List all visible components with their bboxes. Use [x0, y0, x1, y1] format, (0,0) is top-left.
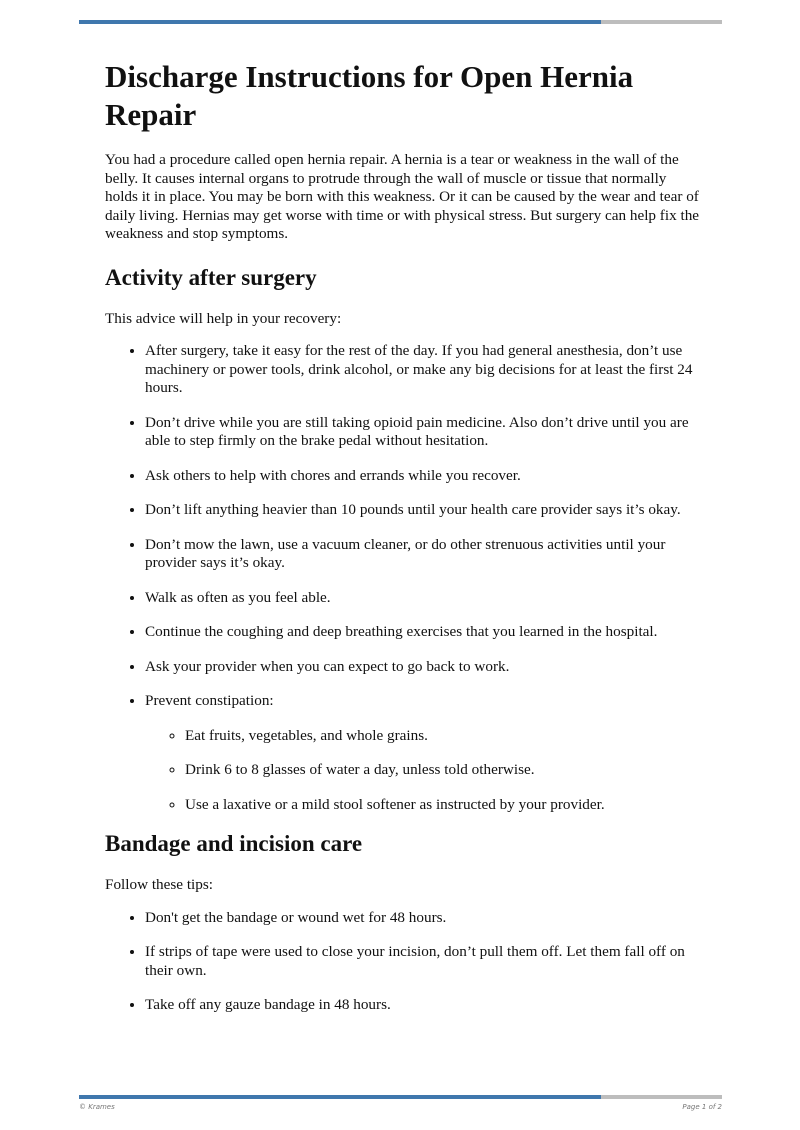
list-item: • If strips of tape were used to close your incision, don’t pull them off. Let them fall off on their own. — [145, 943, 700, 980]
list-item: • Ask your provider when you can expect to go back to work. — [145, 658, 700, 677]
header-rule-accent — [79, 20, 601, 24]
section-lead: Follow these tips: — [105, 876, 214, 893]
section-heading: Bandage and incision care — [105, 831, 363, 856]
sublist-item: ◦ Use a laxative or a mild stool softener as instructed by your provider. — [185, 796, 700, 815]
page-number: Page 1 of 2 — [682, 1103, 722, 1111]
footer-rule-accent — [79, 1095, 601, 1099]
copyright-text: © Krames — [79, 1103, 115, 1111]
section-lead: This advice will help in your recovery: — [105, 309, 342, 327]
intro-paragraph: You had a procedure called open hernia repair. A hernia is a tear or weakness in the wall of the belly. It causes internal organs to protrude through the wall of muscle or tissue that normally holds it in place. You may be born with this weakness. Or it can be caused by the wear and tear of daily living. Hernias may get worse with time or with physical stress. But surgery can help fix the weakness and stop symptoms. — [105, 151, 700, 242]
constipation-sublist — [145, 727, 700, 815]
document-body — [105, 58, 700, 1031]
header-rule — [79, 20, 722, 24]
list-item-constipation — [145, 692, 700, 814]
list-item: • Don’t mow the lawn, use a vacuum cleaner, or do other strenuous activities until your provider says it’s okay. — [145, 536, 700, 573]
section-heading: Activity after surgery — [105, 264, 317, 290]
footer-rule — [79, 1095, 722, 1099]
document-title: Discharge Instructions for Open Hernia Repair — [105, 59, 634, 132]
list-item: • Take off any gauze bandage in 48 hours. — [145, 996, 700, 1015]
list-item: • Don't get the bandage or wound wet for 48 hours. — [145, 909, 700, 928]
list-item: • Don’t drive while you are still taking opioid pain medicine. Also don’t drive until you are able to step firmly on the brake pedal without hesitation. — [145, 414, 700, 451]
list-item: • After surgery, take it easy for the rest of the day. If you had general anesthesia, don’t use machinery or power tools, drink alcohol, or make any big decisions for at least the first 24 hours. — [145, 342, 700, 398]
sublist-item: ◦ Drink 6 to 8 glasses of water a day, unless told otherwise. — [185, 761, 700, 780]
bandage-list — [105, 909, 700, 1015]
section-bandage — [105, 830, 700, 1015]
list-item: • Continue the coughing and deep breathing exercises that you learned in the hospital. — [145, 623, 700, 642]
header-rule-track — [601, 20, 722, 24]
list-item-label: Prevent constipation: — [145, 692, 274, 709]
page-footer — [79, 1103, 722, 1111]
activity-list — [105, 342, 700, 814]
list-item: • Don’t lift anything heavier than 10 pounds until your health care provider says it’s okay. — [145, 501, 700, 520]
section-activity — [105, 264, 700, 815]
list-item: • Ask others to help with chores and errands while you recover. — [145, 467, 700, 486]
footer-rule-track — [601, 1095, 722, 1099]
sublist-item: ◦ Eat fruits, vegetables, and whole grains. — [185, 727, 700, 746]
list-item: • Walk as often as you feel able. — [145, 589, 700, 608]
